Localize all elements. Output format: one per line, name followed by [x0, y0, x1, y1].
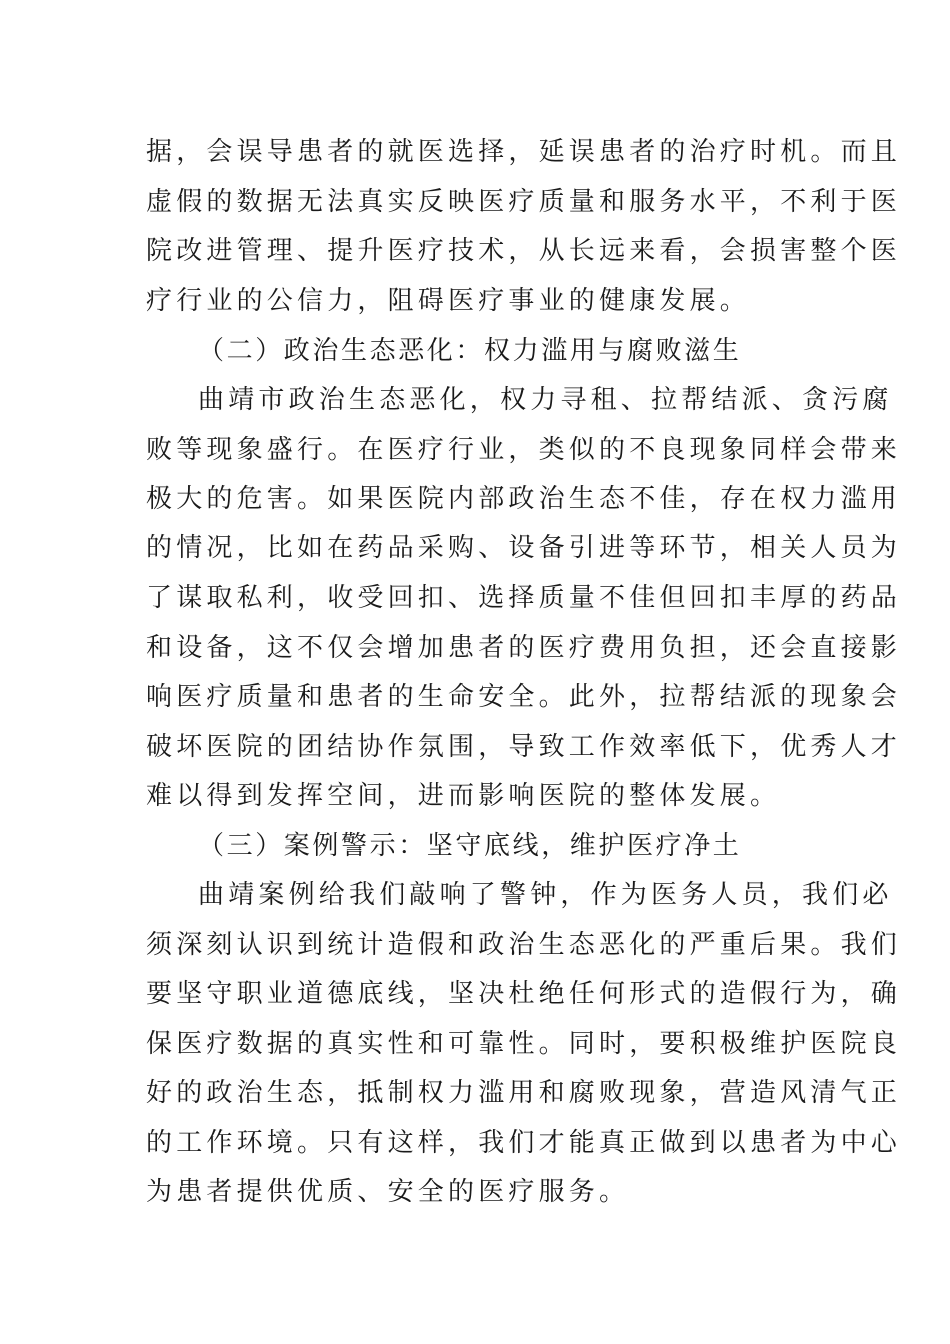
paragraph-line: 的情况，比如在药品采购、设备引进等环节，相关人员为 — [146, 533, 902, 563]
paragraph-line: 的工作环境。只有这样，我们才能真正做到以患者为中心 — [146, 1128, 902, 1158]
paragraph-line: 响医疗质量和患者的生命安全。此外，拉帮结派的现象会 — [146, 682, 902, 712]
paragraph-line: 为患者提供优质、安全的医疗服务。 — [146, 1177, 630, 1207]
paragraph-line: 疗行业的公信力，阻碍医疗事业的健康发展。 — [146, 286, 751, 316]
section-heading-3: （三）案例警示：坚守底线，维护医疗净土 — [198, 831, 742, 861]
paragraph-line: 败等现象盛行。在医疗行业，类似的不良现象同样会带来 — [146, 435, 902, 465]
paragraph-line: 极大的危害。如果医院内部政治生态不佳，存在权力滥用 — [146, 484, 902, 514]
paragraph-line: 须深刻认识到统计造假和政治生态恶化的严重后果。我们 — [146, 930, 902, 960]
paragraph-line: 难以得到发挥空间，进而影响医院的整体发展。 — [146, 781, 781, 811]
paragraph-line: 要坚守职业道德底线，坚决杜绝任何形式的造假行为，确 — [146, 979, 902, 1009]
paragraph-line: 曲靖市政治生态恶化，权力寻租、拉帮结派、贪污腐 — [198, 385, 893, 415]
section-heading-2: （二）政治生态恶化：权力滥用与腐败滋生 — [198, 336, 742, 366]
paragraph-line: 破坏医院的团结协作氛围，导致工作效率低下，优秀人才 — [146, 732, 902, 762]
paragraph-line: 曲靖案例给我们敲响了警钟，作为医务人员，我们必 — [198, 880, 893, 910]
paragraph-line: 好的政治生态，抵制权力滥用和腐败现象，营造风清气正 — [146, 1078, 902, 1108]
paragraph-line: 保医疗数据的真实性和可靠性。同时，要积极维护医院良 — [146, 1029, 902, 1059]
paragraph-line: 和设备，这不仅会增加患者的医疗费用负担，还会直接影 — [146, 633, 902, 663]
paragraph-line: 虚假的数据无法真实反映医疗质量和服务水平，不利于医 — [146, 187, 902, 217]
paragraph-line: 据，会误导患者的就医选择，延误患者的治疗时机。而且 — [146, 137, 902, 167]
paragraph-line: 院改进管理、提升医疗技术，从长远来看，会损害整个医 — [146, 236, 902, 266]
paragraph-line: 了谋取私利，收受回扣、选择质量不佳但回扣丰厚的药品 — [146, 583, 902, 613]
